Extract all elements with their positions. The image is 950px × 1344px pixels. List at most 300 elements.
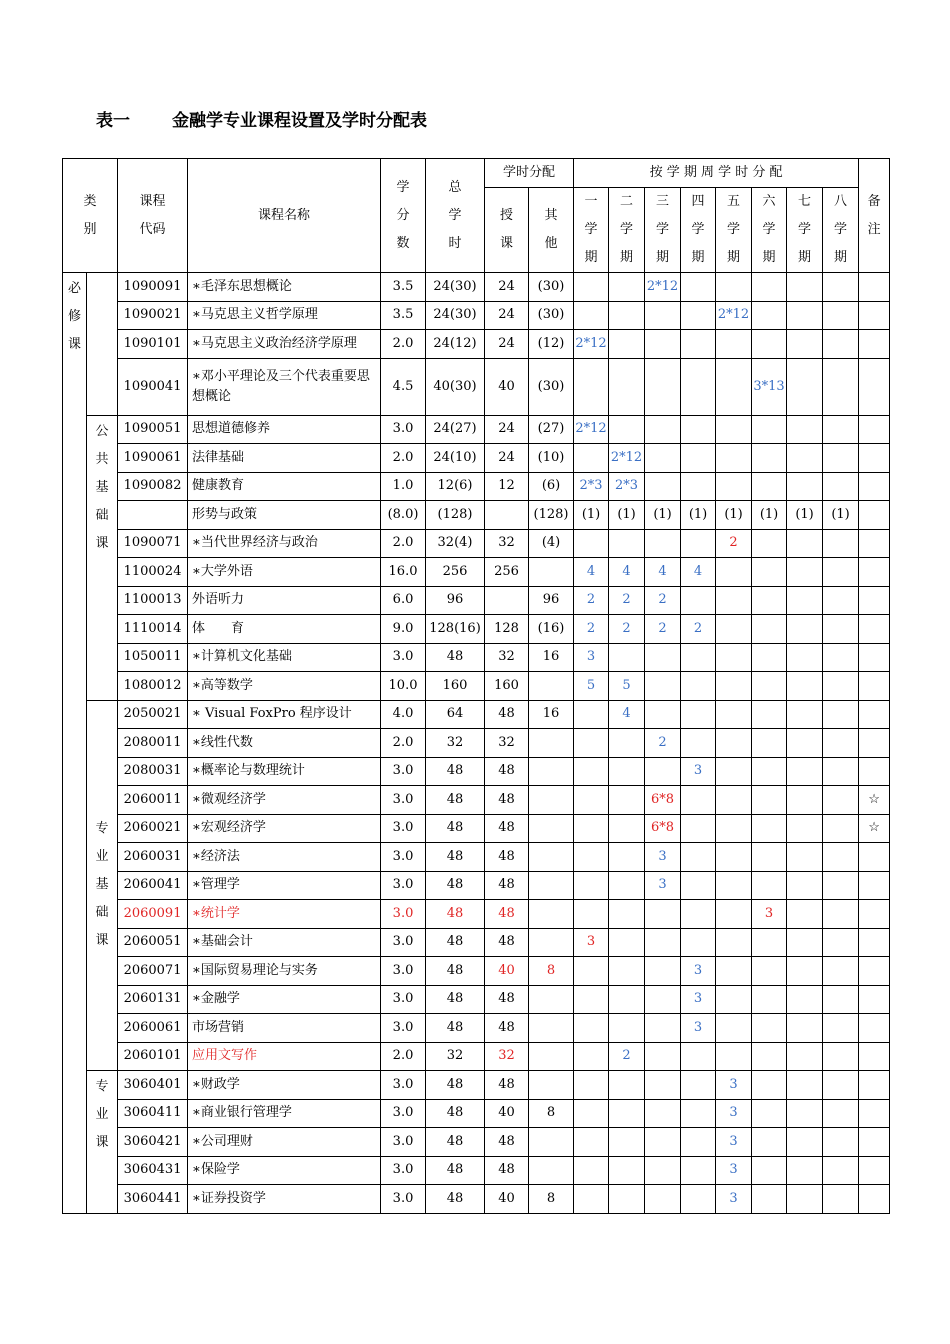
semester-2-hours: 2 [609, 586, 645, 615]
semester-6-hours [752, 529, 787, 558]
semester-1-hours [574, 1099, 609, 1128]
semester-3-hours: 2*12 [645, 273, 681, 302]
course-name: 法律基础 [188, 444, 381, 473]
semester-1-hours [574, 529, 609, 558]
semester-7-hours [787, 1156, 823, 1185]
semester-4-hours: 3 [681, 1014, 716, 1043]
course-other-hours: (27) [529, 415, 574, 444]
course-credit: (8.0) [381, 501, 426, 530]
course-total-hours: 160 [426, 672, 485, 701]
course-code: 3060421 [118, 1128, 188, 1157]
semester-5-hours [716, 729, 752, 758]
course-total-hours: 32 [426, 1042, 485, 1071]
semester-6-hours [752, 1185, 787, 1214]
course-total-hours: 48 [426, 1071, 485, 1100]
category-professional-basic-char: 专 [95, 821, 109, 837]
semester-3-hours: (1) [645, 501, 681, 530]
course-name: ∗统计学 [188, 900, 381, 929]
course-credit: 3.0 [381, 415, 426, 444]
category-professional-char: 课 [95, 1135, 109, 1150]
semester-8-hours [823, 273, 859, 302]
semester-7-hours [787, 330, 823, 359]
course-credit: 3.0 [381, 1014, 426, 1043]
semester-7-hours: (1) [787, 501, 823, 530]
semester-3-hours [645, 472, 681, 501]
course-total-hours: 24(27) [426, 415, 485, 444]
semester-7-hours [787, 415, 823, 444]
course-other-hours [529, 757, 574, 786]
course-remark [859, 415, 890, 444]
semester-3-hours: 4 [645, 558, 681, 587]
category-professional-char: 业 [95, 1107, 109, 1122]
semester-2-hours [609, 814, 645, 843]
table-row [63, 843, 890, 872]
semester-8-hours [823, 358, 859, 415]
course-lecture-hours: 160 [485, 672, 529, 701]
semester-5-hours [716, 786, 752, 815]
semester-5-hours [716, 814, 752, 843]
header-credit: 学 分 数 [381, 159, 426, 273]
semester-3-hours: 2 [645, 615, 681, 644]
semester-6-hours [752, 985, 787, 1014]
semester-7-hours [787, 928, 823, 957]
course-code: 2050021 [118, 700, 188, 729]
course-remark [859, 586, 890, 615]
semester-3-hours [645, 700, 681, 729]
course-name: ∗宏观经济学 [188, 814, 381, 843]
course-remark [859, 757, 890, 786]
table-row [63, 358, 890, 415]
semester-8-hours [823, 700, 859, 729]
semester-6-hours [752, 643, 787, 672]
semester-5-hours [716, 472, 752, 501]
semester-4-hours [681, 871, 716, 900]
course-code: 2060051 [118, 928, 188, 957]
semester-1-hours [574, 1156, 609, 1185]
semester-2-hours [609, 786, 645, 815]
course-credit: 16.0 [381, 558, 426, 587]
semester-1-hours: 3 [574, 643, 609, 672]
category-public-basic-char: 公 [95, 423, 109, 439]
course-total-hours: 12(6) [426, 472, 485, 501]
table-row [63, 501, 890, 530]
course-lecture-hours: 48 [485, 757, 529, 786]
table-row [63, 957, 890, 986]
semester-2-hours: 5 [609, 672, 645, 701]
course-remark: ☆ [859, 786, 890, 815]
course-name: ∗商业银行管理学 [188, 1099, 381, 1128]
course-code: 2080031 [118, 757, 188, 786]
category-required-char: 课 [67, 337, 81, 352]
course-remark [859, 900, 890, 929]
course-total-hours: 32(4) [426, 529, 485, 558]
course-other-hours [529, 558, 574, 587]
course-code: 1090082 [118, 472, 188, 501]
table-row [63, 786, 890, 815]
header-semester-7: 七 学 期 [787, 188, 823, 273]
course-lecture-hours: 24 [485, 444, 529, 473]
course-other-hours [529, 672, 574, 701]
course-name: 体 育 [188, 615, 381, 644]
semester-7-hours [787, 472, 823, 501]
semester-2-hours [609, 330, 645, 359]
table-row [63, 1042, 890, 1071]
course-total-hours: 48 [426, 1128, 485, 1157]
semester-6-hours [752, 928, 787, 957]
course-code: 1090051 [118, 415, 188, 444]
semester-1-hours: (1) [574, 501, 609, 530]
table-row [63, 472, 890, 501]
course-lecture-hours: 32 [485, 729, 529, 758]
semester-2-hours [609, 1071, 645, 1100]
semester-3-hours [645, 1099, 681, 1128]
semester-1-hours [574, 1128, 609, 1157]
table-row [63, 1185, 890, 1214]
semester-8-hours [823, 529, 859, 558]
course-code: 1090071 [118, 529, 188, 558]
semester-6-hours [752, 415, 787, 444]
course-name: ∗当代世界经济与政治 [188, 529, 381, 558]
table-row [63, 700, 890, 729]
semester-8-hours [823, 871, 859, 900]
course-other-hours: (16) [529, 615, 574, 644]
course-remark [859, 501, 890, 530]
semester-6-hours [752, 586, 787, 615]
semester-2-hours [609, 928, 645, 957]
header-semester-6: 六 学 期 [752, 188, 787, 273]
course-name: ∗证券投资学 [188, 1185, 381, 1214]
course-code: 1090061 [118, 444, 188, 473]
semester-1-hours [574, 786, 609, 815]
course-name: 思想道德修养 [188, 415, 381, 444]
table-row [63, 1071, 890, 1100]
course-code: 2060071 [118, 957, 188, 986]
semester-2-hours [609, 529, 645, 558]
semester-3-hours [645, 957, 681, 986]
semester-8-hours [823, 586, 859, 615]
semester-1-hours [574, 444, 609, 473]
semester-4-hours [681, 729, 716, 758]
course-credit: 4.0 [381, 700, 426, 729]
semester-8-hours [823, 415, 859, 444]
course-total-hours: 128(16) [426, 615, 485, 644]
course-other-hours [529, 1156, 574, 1185]
course-code: 1080012 [118, 672, 188, 701]
course-remark [859, 729, 890, 758]
semester-5-hours: 3 [716, 1128, 752, 1157]
course-name: ∗保险学 [188, 1156, 381, 1185]
course-code: 2060021 [118, 814, 188, 843]
course-lecture-hours: 48 [485, 1128, 529, 1157]
course-credit: 3.0 [381, 1071, 426, 1100]
semester-8-hours [823, 672, 859, 701]
course-name: ∗财政学 [188, 1071, 381, 1100]
semester-7-hours [787, 729, 823, 758]
course-total-hours: 24(30) [426, 301, 485, 330]
course-other-hours [529, 786, 574, 815]
semester-6-hours [752, 1014, 787, 1043]
category-professional-basic [87, 700, 118, 1071]
course-total-hours: 48 [426, 928, 485, 957]
semester-2-hours [609, 871, 645, 900]
semester-8-hours [823, 928, 859, 957]
course-lecture-hours: 12 [485, 472, 529, 501]
semester-3-hours: 6*8 [645, 814, 681, 843]
course-other-hours [529, 1128, 574, 1157]
semester-4-hours [681, 928, 716, 957]
course-credit: 3.0 [381, 871, 426, 900]
course-remark [859, 301, 890, 330]
course-remark: ☆ [859, 814, 890, 843]
course-other-hours: (128) [529, 501, 574, 530]
semester-6-hours [752, 1156, 787, 1185]
semester-4-hours [681, 843, 716, 872]
course-credit: 4.5 [381, 358, 426, 415]
course-other-hours [529, 900, 574, 929]
semester-4-hours [681, 786, 716, 815]
semester-4-hours [681, 529, 716, 558]
course-other-hours: 8 [529, 957, 574, 986]
semester-4-hours [681, 814, 716, 843]
semester-3-hours [645, 1042, 681, 1071]
semester-1-hours: 5 [574, 672, 609, 701]
course-lecture-hours: 48 [485, 1156, 529, 1185]
semester-3-hours [645, 415, 681, 444]
course-total-hours: 48 [426, 1156, 485, 1185]
semester-4-hours [681, 415, 716, 444]
course-lecture-hours: 40 [485, 1185, 529, 1214]
course-credit: 2.0 [381, 729, 426, 758]
course-name: ∗马克思主义政治经济学原理 [188, 330, 381, 359]
semester-7-hours [787, 301, 823, 330]
course-code: 2060091 [118, 900, 188, 929]
course-total-hours: 96 [426, 586, 485, 615]
table-row [63, 1099, 890, 1128]
course-name: ∗马克思主义哲学原理 [188, 301, 381, 330]
semester-6-hours [752, 301, 787, 330]
semester-5-hours [716, 900, 752, 929]
semester-3-hours: 6*8 [645, 786, 681, 815]
semester-4-hours [681, 1071, 716, 1100]
semester-2-hours: 2*3 [609, 472, 645, 501]
table-row [63, 928, 890, 957]
course-credit: 3.0 [381, 1099, 426, 1128]
course-code: 1090021 [118, 301, 188, 330]
course-code: 1100013 [118, 586, 188, 615]
table-row [63, 985, 890, 1014]
course-name: 外语听力 [188, 586, 381, 615]
semester-7-hours [787, 643, 823, 672]
course-lecture-hours: 48 [485, 928, 529, 957]
course-lecture-hours: 40 [485, 1099, 529, 1128]
course-code [118, 501, 188, 530]
semester-2-hours [609, 358, 645, 415]
course-lecture-hours: 48 [485, 871, 529, 900]
course-total-hours: 48 [426, 757, 485, 786]
category-professional [87, 1071, 118, 1214]
semester-5-hours [716, 330, 752, 359]
semester-1-hours [574, 814, 609, 843]
semester-5-hours [716, 1042, 752, 1071]
course-remark [859, 871, 890, 900]
semester-4-hours [681, 1185, 716, 1214]
semester-8-hours [823, 643, 859, 672]
category-required-char: 修 [67, 309, 81, 324]
semester-1-hours: 2 [574, 586, 609, 615]
semester-1-hours [574, 957, 609, 986]
course-name: 应用文写作 [188, 1042, 381, 1071]
course-name: ∗线性代数 [188, 729, 381, 758]
header-semester-4: 四 学 期 [681, 188, 716, 273]
course-credit: 2.0 [381, 529, 426, 558]
course-name: ∗公司理财 [188, 1128, 381, 1157]
course-lecture-hours: 24 [485, 330, 529, 359]
category-public-basic-char: 共 [95, 451, 109, 467]
course-credit: 2.0 [381, 444, 426, 473]
semester-5-hours [716, 757, 752, 786]
semester-3-hours [645, 1185, 681, 1214]
category-professional-basic-char: 业 [95, 849, 109, 865]
semester-3-hours: 3 [645, 871, 681, 900]
semester-6-hours [752, 330, 787, 359]
semester-1-hours [574, 1014, 609, 1043]
course-credit: 3.5 [381, 301, 426, 330]
semester-3-hours [645, 985, 681, 1014]
course-remark [859, 1014, 890, 1043]
table-row [63, 871, 890, 900]
semester-6-hours: (1) [752, 501, 787, 530]
semester-1-hours: 2*3 [574, 472, 609, 501]
course-remark [859, 444, 890, 473]
course-remark [859, 843, 890, 872]
course-credit: 3.0 [381, 643, 426, 672]
semester-6-hours [752, 472, 787, 501]
course-remark [859, 672, 890, 701]
semester-6-hours [752, 672, 787, 701]
course-total-hours: 256 [426, 558, 485, 587]
semester-3-hours [645, 301, 681, 330]
semester-3-hours [645, 1128, 681, 1157]
course-other-hours [529, 871, 574, 900]
course-name: ∗高等数学 [188, 672, 381, 701]
semester-2-hours: (1) [609, 501, 645, 530]
semester-4-hours [681, 301, 716, 330]
semester-2-hours [609, 273, 645, 302]
course-total-hours: 24(30) [426, 273, 485, 302]
course-code: 1050011 [118, 643, 188, 672]
semester-7-hours [787, 1071, 823, 1100]
course-total-hours: 48 [426, 786, 485, 815]
category-public-basic [87, 415, 118, 700]
semester-6-hours [752, 843, 787, 872]
course-code: 1100024 [118, 558, 188, 587]
table-row [63, 415, 890, 444]
semester-7-hours [787, 529, 823, 558]
course-name: ∗大学外语 [188, 558, 381, 587]
semester-4-hours: 2 [681, 615, 716, 644]
category-professional-basic-char: 课 [95, 933, 109, 949]
semester-4-hours [681, 700, 716, 729]
semester-8-hours [823, 786, 859, 815]
semester-6-hours [752, 871, 787, 900]
semester-8-hours [823, 472, 859, 501]
table-row [63, 301, 890, 330]
course-other-hours [529, 814, 574, 843]
course-name: 市场营销 [188, 1014, 381, 1043]
semester-1-hours [574, 358, 609, 415]
semester-2-hours: 2 [609, 1042, 645, 1071]
course-credit: 3.0 [381, 843, 426, 872]
course-remark [859, 643, 890, 672]
semester-6-hours [752, 957, 787, 986]
semester-4-hours [681, 586, 716, 615]
header-remark: 备 注 [859, 159, 890, 273]
semester-5-hours [716, 928, 752, 957]
semester-3-hours [645, 672, 681, 701]
header-semester-1: 一 学 期 [574, 188, 609, 273]
header-semester-3: 三 学 期 [645, 188, 681, 273]
semester-1-hours [574, 301, 609, 330]
course-credit: 3.5 [381, 273, 426, 302]
header-other: 其 他 [529, 188, 574, 273]
semester-6-hours [752, 814, 787, 843]
semester-7-hours [787, 444, 823, 473]
course-code: 2060101 [118, 1042, 188, 1071]
course-remark [859, 1071, 890, 1100]
category-blank [87, 273, 118, 416]
course-lecture-hours: 48 [485, 1071, 529, 1100]
table-row [63, 444, 890, 473]
semester-8-hours [823, 1128, 859, 1157]
semester-7-hours [787, 985, 823, 1014]
semester-1-hours: 2*12 [574, 330, 609, 359]
semester-4-hours [681, 1156, 716, 1185]
course-code: 1090041 [118, 358, 188, 415]
header-semester-5: 五 学 期 [716, 188, 752, 273]
course-other-hours: 96 [529, 586, 574, 615]
semester-1-hours [574, 729, 609, 758]
course-other-hours: (30) [529, 358, 574, 415]
course-lecture-hours: 48 [485, 700, 529, 729]
table-row [63, 586, 890, 615]
semester-8-hours [823, 330, 859, 359]
semester-4-hours [681, 1099, 716, 1128]
semester-6-hours [752, 1042, 787, 1071]
semester-5-hours: 3 [716, 1185, 752, 1214]
semester-3-hours [645, 1071, 681, 1100]
header-hours-distribution: 学时分配 [485, 159, 574, 188]
table-row [63, 757, 890, 786]
course-lecture-hours: 128 [485, 615, 529, 644]
semester-5-hours [716, 558, 752, 587]
course-other-hours: (12) [529, 330, 574, 359]
course-total-hours: 40(30) [426, 358, 485, 415]
course-total-hours: 48 [426, 843, 485, 872]
semester-7-hours [787, 615, 823, 644]
semester-1-hours [574, 1185, 609, 1214]
course-lecture-hours: 48 [485, 985, 529, 1014]
course-remark [859, 928, 890, 957]
semester-3-hours [645, 330, 681, 359]
course-remark [859, 529, 890, 558]
table-row [63, 900, 890, 929]
course-lecture-hours: 48 [485, 843, 529, 872]
course-code: 1110014 [118, 615, 188, 644]
course-credit: 3.0 [381, 900, 426, 929]
semester-4-hours [681, 444, 716, 473]
course-total-hours: 48 [426, 1014, 485, 1043]
semester-8-hours [823, 1042, 859, 1071]
